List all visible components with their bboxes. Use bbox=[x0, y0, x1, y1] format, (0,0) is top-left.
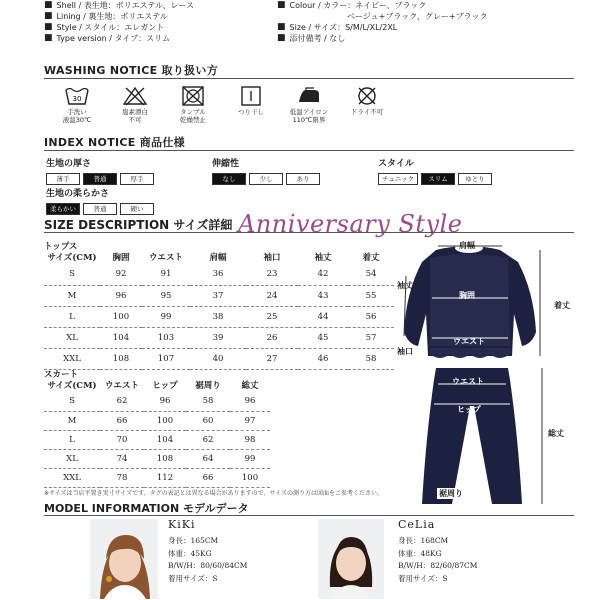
spec-size: ■ Size / サイズ：S/M/L/XL/2XL bbox=[277, 22, 398, 32]
opt-hard: 硬い bbox=[120, 203, 154, 215]
opt-normal: 普通 bbox=[83, 173, 117, 185]
index-softness: 生地の柔らかさ 柔らかい 普通 硬い bbox=[46, 186, 154, 215]
dim-hem: 裾周り bbox=[439, 489, 463, 498]
spec-attachment: ■ 添付備考 / なし bbox=[277, 33, 346, 43]
table-row: M 66 100 60 97 bbox=[44, 411, 270, 430]
index-stretch: 伸縮性 なし 少し あり bbox=[212, 156, 320, 185]
dim-chest: 胸囲 bbox=[459, 291, 475, 300]
model-bwh: B/W/H：82/60/87CM bbox=[398, 561, 478, 570]
model-weight: 体重：45KG bbox=[168, 548, 212, 558]
dim-sleeve: 袖丈 bbox=[397, 281, 413, 290]
spec-colour-cont: ベージュ+ブラック、グレー+ブラック bbox=[347, 12, 488, 21]
table-row: XL 104 103 39 26 45 57 bbox=[44, 327, 394, 348]
index-thickness: 生地の厚さ 薄手 普通 厚手 bbox=[46, 156, 154, 185]
dim-skirt-waist: ウエスト bbox=[452, 377, 484, 386]
tops-table bbox=[44, 250, 394, 370]
hand-wash-30-icon bbox=[64, 86, 90, 106]
size-divider bbox=[44, 232, 574, 233]
tops-header-row: サイズ(CM) 胸囲 ウエスト 肩幅 袖口 袖丈 着丈 bbox=[47, 253, 380, 263]
wash-item: 塩素漂白 不可 bbox=[106, 86, 164, 124]
opt-thick: 厚手 bbox=[120, 173, 154, 185]
spec-lining: ■ Lining / 裏生地：ポリエステル bbox=[44, 11, 168, 21]
model-name: KiKi bbox=[168, 518, 196, 531]
wash-item: 低温アイロン 110℃限界 bbox=[280, 86, 338, 124]
no-bleach-icon bbox=[122, 86, 148, 106]
opt-none: なし bbox=[212, 173, 246, 185]
thickness-options bbox=[46, 173, 154, 185]
model-size: 着用サイズ：S bbox=[168, 573, 218, 583]
model-size: 着用サイズ：S bbox=[398, 573, 448, 583]
dim-shoulder: 肩幅 bbox=[459, 241, 475, 250]
spec-colour: ■ Colour / カラー：ネイビー、ブラック bbox=[277, 0, 427, 10]
table-row: XL 74 108 64 99 bbox=[44, 449, 270, 468]
skirt-table bbox=[44, 378, 270, 488]
table-row: L 70 104 62 98 bbox=[44, 430, 270, 449]
washing-divider bbox=[44, 78, 574, 79]
spec-type: ■ Type version / タイプ：スリム bbox=[44, 33, 171, 43]
opt-thin: 薄手 bbox=[46, 173, 80, 185]
wash-item: つり干し bbox=[222, 86, 280, 124]
low-iron-icon bbox=[296, 86, 322, 106]
model-height: 身長：165CM bbox=[168, 536, 219, 545]
size-note: ※サイズは当店平置き実寸サイズです。タグの表記とは異なる場合がありますので、サイズの測り方は図面をご参考ください。 bbox=[44, 490, 383, 497]
model-celia-info bbox=[398, 518, 477, 585]
stretch-options bbox=[212, 173, 320, 185]
dim-total-length: 総丈 bbox=[548, 429, 564, 438]
garment-diagram bbox=[396, 236, 566, 506]
opt-slim: スリム bbox=[421, 173, 455, 185]
model-height: 身長：168CM bbox=[398, 536, 449, 545]
washing-icons bbox=[48, 86, 396, 124]
softness-options bbox=[46, 203, 154, 215]
table-row: S 92 91 36 23 42 54 bbox=[44, 264, 394, 285]
table-row: L 100 99 38 25 44 56 bbox=[44, 306, 394, 327]
dim-cuff: 袖口 bbox=[397, 347, 413, 356]
hang-dry-icon bbox=[238, 86, 264, 106]
index-style: スタイル チュニック スリム ゆとり bbox=[378, 156, 492, 185]
model-bwh: B/W/H：80/60/84CM bbox=[168, 561, 248, 570]
table-row: XXL 78 112 66 100 bbox=[44, 468, 270, 487]
opt-little: 少し bbox=[249, 173, 283, 185]
index-divider bbox=[44, 150, 574, 151]
model-photo-celia bbox=[318, 519, 384, 599]
index-title: INDEX NOTICE 商品仕様 bbox=[44, 136, 185, 149]
spec-list-left bbox=[44, 0, 194, 44]
opt-medium: 普通 bbox=[83, 203, 117, 215]
spec-list-right bbox=[277, 0, 487, 44]
table-row: S 62 96 58 96 bbox=[44, 392, 270, 411]
wash-item: 30 手洗い 液温30℃ bbox=[48, 86, 106, 124]
model-name: CeLia bbox=[398, 518, 436, 531]
model-title: MODEL INFORMATION モデルデータ bbox=[44, 502, 249, 515]
washing-title: WASHING NOTICE 取り扱い方 bbox=[44, 64, 219, 77]
dim-hip: ヒップ bbox=[457, 405, 481, 414]
skirt-header-row: サイズ(CM) ウエスト ヒップ 裾周り 総丈 bbox=[47, 381, 259, 391]
model-divider bbox=[44, 515, 574, 516]
dim-waist: ウエスト bbox=[453, 337, 485, 346]
wash-item: タンブル 乾燥禁止 bbox=[164, 86, 222, 124]
model-photo-kiki bbox=[90, 519, 158, 599]
opt-loose: ゆとり bbox=[458, 173, 492, 185]
skirt-illustration bbox=[422, 368, 522, 504]
wash-item: ドライ不可 bbox=[338, 86, 396, 124]
no-dry-clean-icon bbox=[354, 86, 380, 106]
size-title: SIZE DESCRIPTION サイズ詳細 bbox=[44, 218, 233, 232]
svg-text:30: 30 bbox=[72, 95, 82, 103]
table-row: XXL 108 107 40 27 46 58 bbox=[44, 348, 394, 369]
model-kiki-info bbox=[168, 518, 247, 585]
opt-soft: 柔らかい bbox=[46, 203, 80, 215]
opt-yes: あり bbox=[286, 173, 320, 185]
spec-style: ■ Style / スタイル：エレガント bbox=[44, 22, 165, 32]
model-weight: 体重：48KG bbox=[398, 548, 442, 558]
table-row: M 96 95 37 24 43 55 bbox=[44, 285, 394, 306]
opt-tunic: チュニック bbox=[378, 173, 418, 185]
dim-length: 着丈 bbox=[554, 301, 570, 310]
tops-label: トップス bbox=[44, 242, 78, 252]
skirt-label: スカート bbox=[44, 370, 79, 380]
style-options bbox=[378, 173, 492, 185]
no-tumble-dry-icon bbox=[180, 86, 206, 106]
spec-shell: ■ Shell / 表生地：ポリエステル、レース bbox=[44, 0, 195, 10]
brand-logo: Anniversary Style bbox=[238, 210, 463, 238]
